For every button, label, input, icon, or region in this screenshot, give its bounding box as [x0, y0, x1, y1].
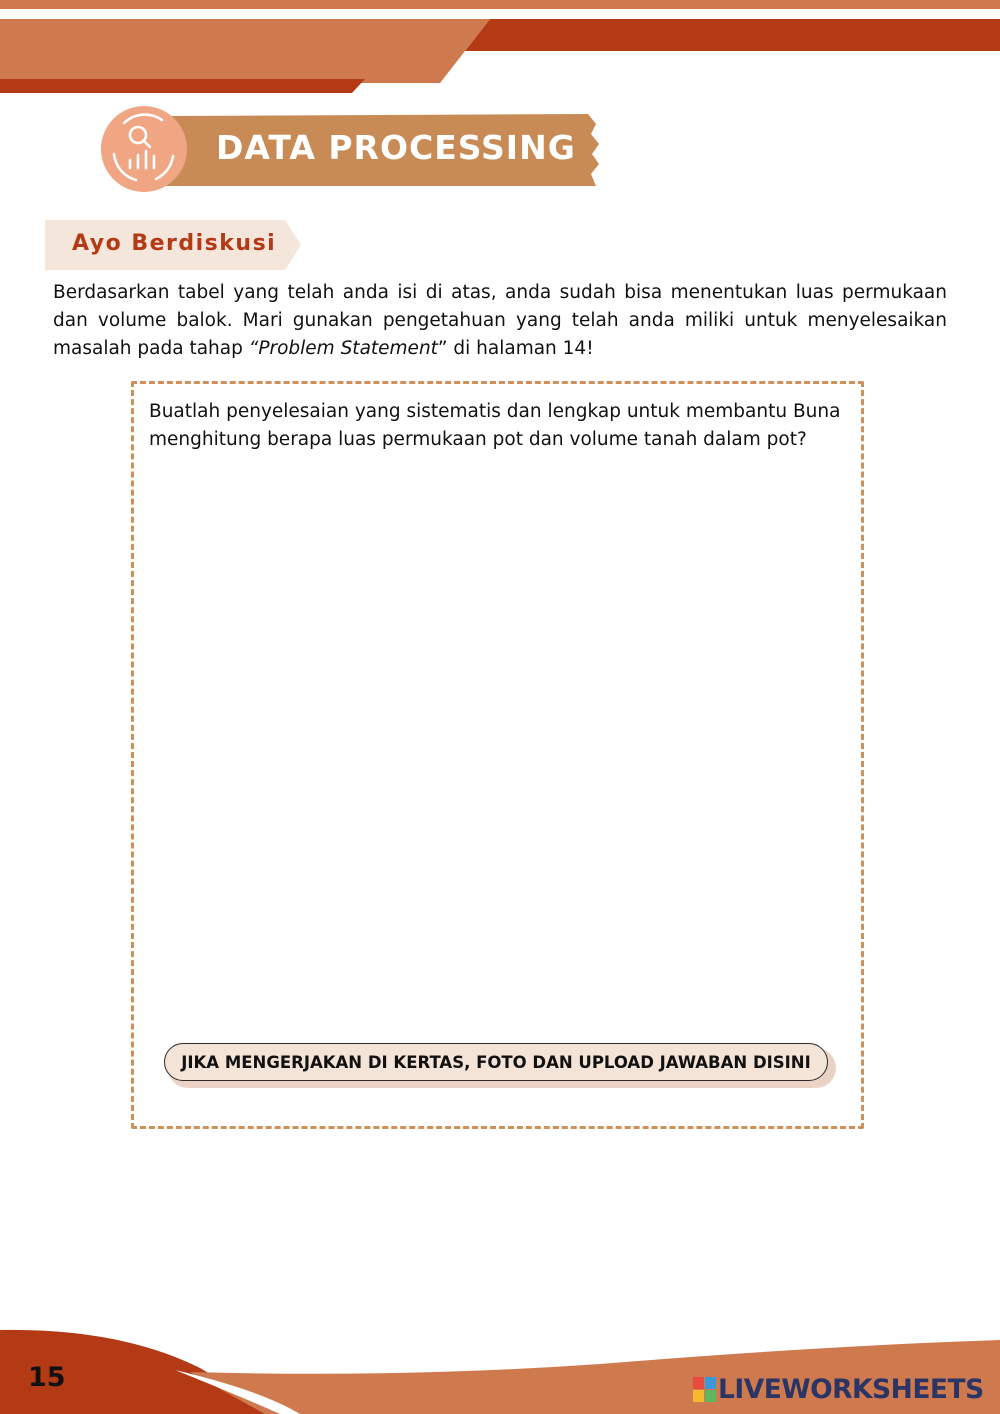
liveworksheets-logo-icon [693, 1377, 717, 1403]
intro-text: Berdasarkan tabel yang telah anda isi di atas, anda sudah bisa menentukan luas permukaan dan volume balok. Mari gunakan pengetahuan yang telah anda miliki untuk menyelesaikan masalah pada tahap [53, 282, 947, 359]
upload-answer-button[interactable]: JIKA MENGERJAKAN DI KERTAS, FOTO DAN UPLOAD JAWABAN DISINI [164, 1043, 828, 1081]
header-decoration [0, 0, 1000, 100]
intro-paragraph [53, 279, 947, 363]
intro-text-end: ” di halaman 14! [437, 338, 594, 359]
page-title: DATA PROCESSING [216, 128, 576, 167]
task-prompt: Buatlah penyelesaian yang sistematis dan lengkap untuk membantu Buna menghitung berapa luas permukaan pot dan volume tanah dalam pot? [149, 401, 841, 450]
section-label: Ayo Berdiskusi [72, 231, 277, 256]
liveworksheets-brand: LIVEWORKSHEETS [718, 1374, 984, 1405]
page-number: 15 [28, 1362, 66, 1393]
intro-emphasis: “Problem Statement [248, 338, 438, 359]
answer-area[interactable] [149, 462, 849, 1032]
